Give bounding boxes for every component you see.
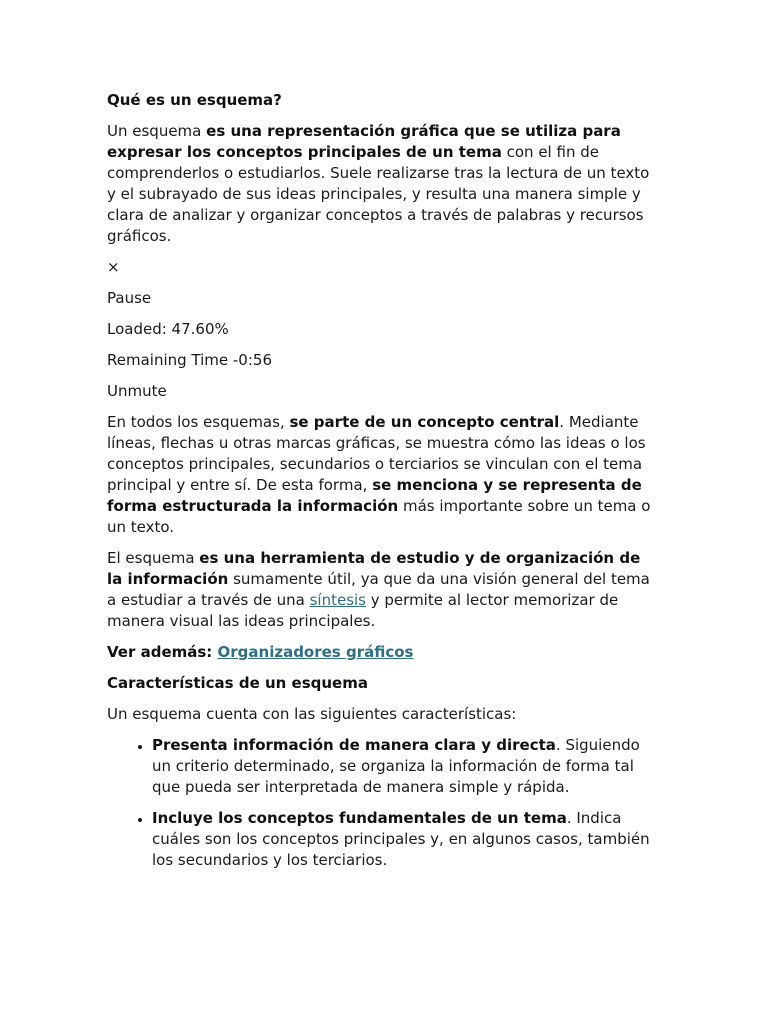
player-unmute-button[interactable]: Unmute xyxy=(107,382,167,400)
central-concept-paragraph: En todos los esquemas, se parte de un concepto central. Mediante líneas, flechas u otras marcas gráficas, se muestra cómo las ideas o los conceptos principales, secundarios o terciarios se vinculan con el tema principal y entre sí. De esta forma, se menciona y se representa de forma estructurada la información más importante sobre un tema o un texto. xyxy=(107,413,651,536)
organizadores-graficos-link[interactable]: Organizadores gráficos xyxy=(217,643,414,661)
page-title: Qué es un esquema? xyxy=(107,91,282,109)
list-item: • Presenta información de manera clara y directa. Siguiendo un criterio determinado, se organiza la información de forma tal que pueda ser interpretada de manera simple y rápida. xyxy=(152,735,655,798)
section-intro: Un esquema cuenta con las siguientes características: xyxy=(107,705,517,723)
player-close-button[interactable]: × xyxy=(107,258,120,276)
list-item: • Incluye los conceptos fundamentales de un tema. Indica cuáles son los conceptos principales y, en algunos casos, también los secundarios y los terciarios. xyxy=(152,808,655,871)
sintesis-link[interactable]: síntesis xyxy=(309,591,366,609)
player-loaded-status: Loaded: 47.60% xyxy=(107,320,229,338)
article xyxy=(107,90,655,881)
player-pause-button[interactable]: Pause xyxy=(107,289,152,307)
player-remaining-time: Remaining Time -0:56 xyxy=(107,351,272,369)
study-tool-paragraph: El esquema es una herramienta de estudio y de organización de la información sumamente útil, ya que da una visión general del tema a estudiar a través de una síntesis y permite al lector memorizar de manera visual las ideas principales. xyxy=(107,549,650,630)
features-list xyxy=(107,735,655,871)
intro-paragraph: Un esquema es una representación gráfica que se utiliza para expresar los conceptos principales de un tema con el fin de comprenderlos o estudiarlos. Suele realizarse tras la lectura de un texto y el subrayado de sus ideas principales, y resulta una manera simple y clara de analizar y organizar conceptos a través de palabras y recursos gráficos. xyxy=(107,122,650,245)
section-heading: Características de un esquema xyxy=(107,674,368,692)
see-also: Ver además: Organizadores gráficos xyxy=(107,643,414,661)
